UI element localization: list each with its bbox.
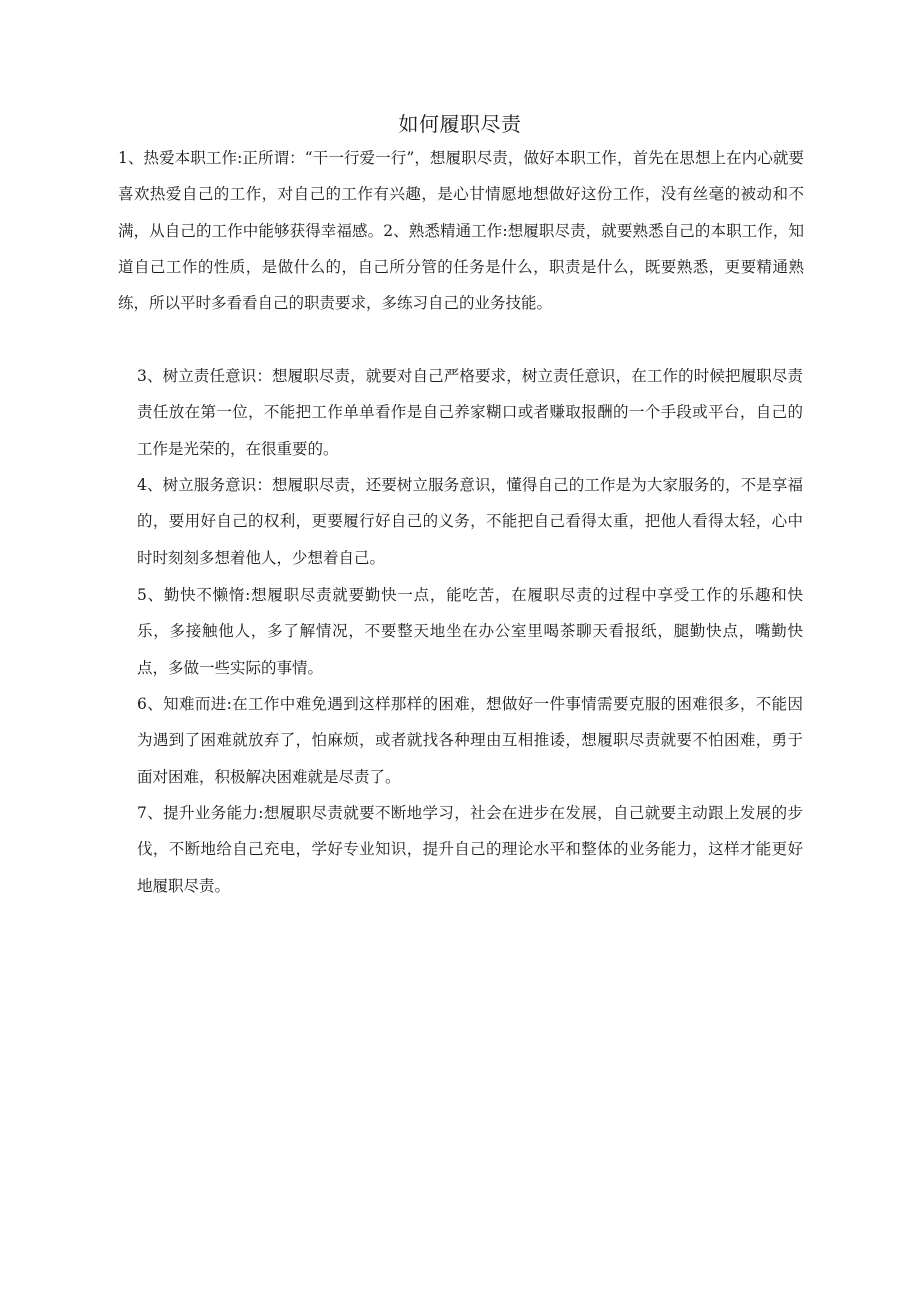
paragraph-5: 5、勤快不懒惰:想履职尽责就要勤快一点，能吃苦，在履职尽责的过程中享受工作的乐趣和快乐，多接触他人，多了解情况，不要整天地坐在办公室里喝茶聊天看报纸，腿勤快点，嘴勤快点，多做一些实际的事情。 (137, 586, 803, 677)
paragraph-4: 4、树立服务意识：想履职尽责，还要树立服务意识，懂得自己的工作是为大家服务的，不是享福的，要用好自己的权利，更要履行好自己的义务，不能把自己看得太重，把他人看得太轻，心中时时刻刻多想着他人，少想着自己。 (137, 476, 803, 567)
paragraph-6: 6、知难而进:在工作中难免遇到这样那样的困难，想做好一件事情需要克服的困难很多，不能因为遇到了困难就放弃了，怕麻烦，或者就找各种理由互相推诿，想履职尽责就要不怕困难，勇于面对困难，积极解决困难就是尽责了。 (137, 695, 803, 786)
document-title: 如何履职尽责 (398, 112, 522, 136)
paragraph-7: 7、提升业务能力:想履职尽责就要不断地学习，社会在进步在发展，自己就要主动跟上发展的步伐，不断地给自己充电，学好专业知识，提升自己的理论水平和整体的业务能力，这样才能更好地履职尽责。 (137, 804, 803, 895)
paragraph-3: 3、树立责任意识：想履职尽责，就要对自己严格要求，树立责任意识，在工作的时候把履职尽责责任放在第一位，不能把工作单单看作是自己养家糊口或者赚取报酬的一个手段或平台，自己的工作是光荣的，在很重要的。 (137, 367, 803, 458)
paragraph-1-2: 1、热爱本职工作:正所谓：“干一行爱一行”，想履职尽责，做好本职工作，首先在思想上在内心就要喜欢热爱自己的工作，对自己的工作有兴趣，是心甘情愿地想做好这份工作，没有丝毫的被动和不满，从自己的工作中能够获得幸福感。2、熟悉精通工作:想履职尽责，就要熟悉自己的本职工作，知道自己工作的性质，是做什么的，自己所分管的任务是什么，职责是什么，既要熟悉，更要精通熟练，所以平时多看看自己的职责要求，多练习自己的业务技能。 (118, 149, 804, 313)
